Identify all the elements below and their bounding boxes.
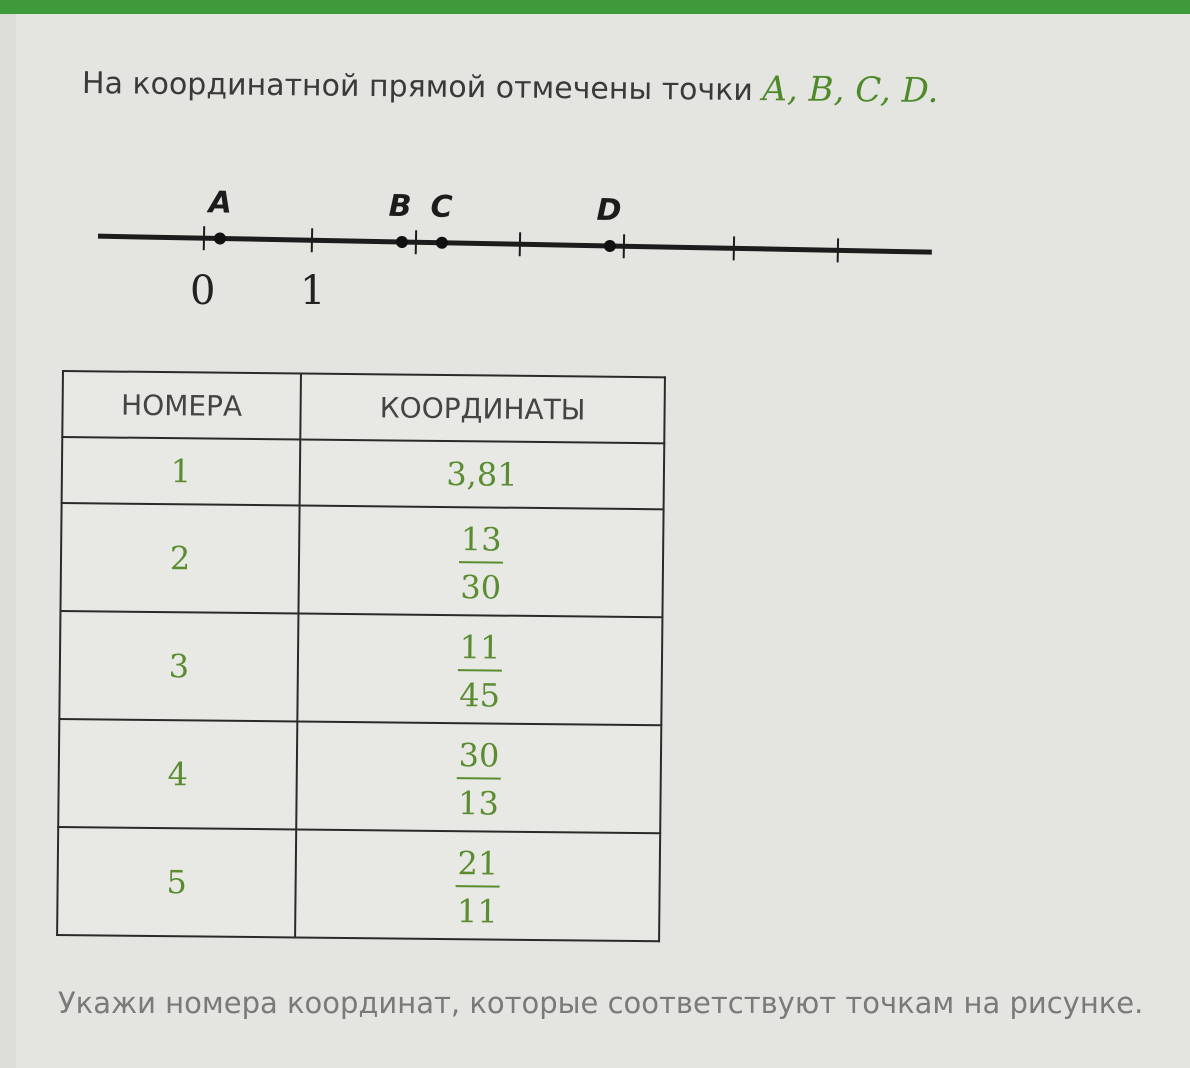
row-number: 2 (60, 503, 299, 613)
label-b: B (388, 188, 412, 225)
fraction (457, 627, 502, 715)
coordinates-table (56, 370, 666, 942)
table-row (62, 437, 665, 509)
table-row (58, 719, 661, 833)
row-value (295, 829, 660, 941)
table-row (57, 827, 660, 941)
fraction (456, 735, 501, 823)
denominator: 13 (457, 783, 500, 823)
number-line (90, 170, 940, 320)
header-bar (0, 0, 1190, 14)
numerator: 13 (460, 519, 502, 559)
row-value (298, 505, 663, 617)
denominator: 45 (459, 675, 501, 715)
point-b (396, 236, 408, 248)
denominator: 30 (460, 567, 502, 607)
question-label: На координатной прямой отмечены точки (81, 66, 754, 109)
row-number: 4 (58, 719, 297, 829)
question-points: A, B, C, D. (762, 69, 939, 111)
point-d (604, 240, 616, 252)
numerator: 30 (458, 735, 500, 775)
denominator: 11 (456, 891, 498, 931)
table-header-row (62, 371, 665, 443)
row-value (297, 613, 662, 725)
label-a: A (208, 185, 233, 221)
fraction (459, 519, 504, 607)
fraction-bar (456, 885, 500, 887)
row-value (296, 721, 661, 833)
table-row (60, 503, 663, 617)
fraction-bar (459, 561, 503, 563)
table-row (59, 611, 662, 725)
header-coordinates: КООРДИНАТЫ (300, 374, 665, 444)
numerator: 11 (459, 627, 501, 667)
row-number: 3 (59, 611, 298, 721)
row-number: 1 (62, 437, 301, 505)
tick-label-0: 0 (190, 268, 216, 314)
row-value: 3,81 (300, 439, 665, 509)
header-numbers: НОМЕРА (62, 371, 301, 439)
fraction-bar (458, 669, 502, 671)
label-c: C (430, 189, 453, 225)
row-number: 5 (57, 827, 296, 937)
label-d: D (596, 192, 622, 229)
instruction-text: Укажи номера координат, которые соответствуют точкам на рисунке. (58, 986, 1144, 1020)
fraction-bar (457, 777, 501, 779)
point-c (436, 237, 448, 249)
numerator: 21 (457, 843, 499, 883)
tick-label-1: 1 (300, 268, 326, 314)
point-a (214, 232, 226, 244)
fraction (455, 843, 500, 931)
